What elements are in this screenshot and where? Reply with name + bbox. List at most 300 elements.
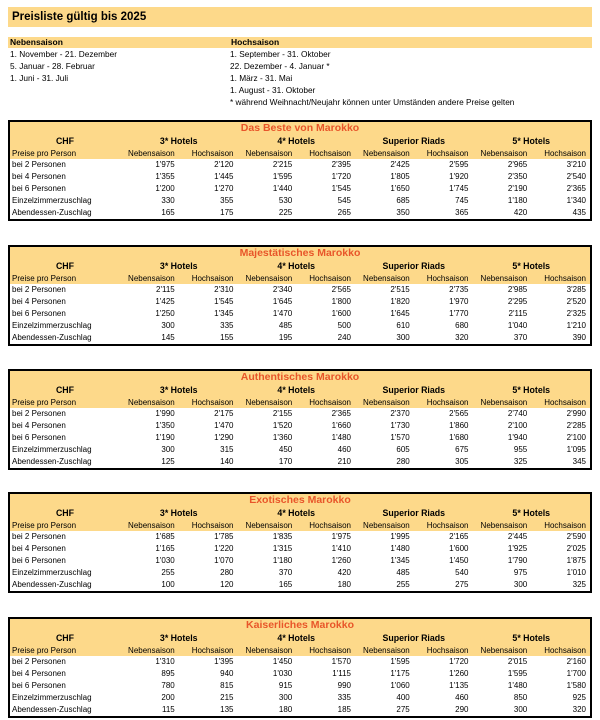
price-per-person-label: Preise pro Person bbox=[12, 149, 77, 158]
price-cell: 355 bbox=[220, 196, 234, 205]
price-cell: 1'970 bbox=[449, 297, 469, 306]
season-column-header: Nebensaison bbox=[363, 149, 410, 158]
price-cell: 2'100 bbox=[507, 421, 528, 430]
price-cell: 2'735 bbox=[449, 285, 469, 294]
row-label: bei 2 Personen bbox=[12, 409, 66, 418]
season-column-header: Hochsaison bbox=[191, 521, 234, 530]
price-cell: 530 bbox=[278, 196, 293, 205]
season-column-header: Nebensaison bbox=[480, 398, 528, 407]
price-cell: 2'595 bbox=[449, 160, 469, 169]
price-cell: 370 bbox=[513, 333, 528, 342]
hotel-category-header: 3* Hotels bbox=[159, 633, 198, 643]
price-cell: 1'480 bbox=[507, 681, 528, 690]
season-column-header: Hochsaison bbox=[426, 521, 469, 530]
price-cell: 1'920 bbox=[449, 172, 469, 181]
table-row bbox=[10, 543, 590, 555]
price-cell: 300 bbox=[161, 445, 175, 454]
price-table bbox=[8, 120, 592, 221]
season-column-header: Nebensaison bbox=[363, 398, 410, 407]
package-title: Authentisches Marokko bbox=[10, 371, 590, 384]
price-cell: 1'290 bbox=[214, 433, 234, 442]
price-cell: 1'340 bbox=[566, 196, 586, 205]
hotel-category-header: 5* Hotels bbox=[512, 261, 551, 271]
season-column-header: Nebensaison bbox=[480, 521, 528, 530]
price-cell: 2'395 bbox=[331, 160, 351, 169]
price-cell: 955 bbox=[513, 445, 528, 454]
price-cell: 1'010 bbox=[566, 568, 586, 577]
row-label: Einzelzimmerzuschlag bbox=[12, 321, 92, 330]
hotel-category-header: 4* Hotels bbox=[277, 136, 316, 146]
price-cell: 265 bbox=[337, 208, 351, 217]
hotel-category-header: 4* Hotels bbox=[277, 385, 316, 395]
price-cell: 1'700 bbox=[566, 669, 586, 678]
price-cell: 420 bbox=[513, 208, 528, 217]
hochsaison-heading: Hochsaison bbox=[229, 37, 592, 48]
season-column-header: Hochsaison bbox=[426, 274, 469, 283]
table-row bbox=[10, 555, 590, 567]
price-cell: 485 bbox=[396, 568, 410, 577]
season-column-header: Hochsaison bbox=[544, 398, 586, 407]
header-row-hotel-groups bbox=[10, 632, 590, 645]
table-row bbox=[10, 444, 590, 456]
price-cell: 1'925 bbox=[507, 544, 528, 553]
hotel-category-header: 5* Hotels bbox=[512, 385, 551, 395]
price-table bbox=[8, 492, 592, 593]
header-row-hotel-groups bbox=[10, 507, 590, 520]
price-cell: 2'190 bbox=[507, 184, 528, 193]
price-cell: 1'570 bbox=[390, 433, 410, 442]
price-cell: 1'040 bbox=[507, 321, 528, 330]
price-cell: 1'135 bbox=[449, 681, 469, 690]
price-cell: 1'785 bbox=[214, 532, 234, 541]
hotel-category-header: Superior Riads bbox=[382, 508, 446, 518]
price-cell: 1'975 bbox=[155, 160, 175, 169]
price-cell: 2'295 bbox=[507, 297, 528, 306]
table-row bbox=[10, 195, 590, 207]
row-label: bei 6 Personen bbox=[12, 681, 66, 690]
hotel-category-header: Superior Riads bbox=[382, 385, 446, 395]
row-label: Einzelzimmerzuschlag bbox=[12, 693, 92, 702]
price-cell: 2'115 bbox=[156, 285, 175, 294]
price-cell: 195 bbox=[278, 333, 293, 342]
price-cell: 185 bbox=[337, 705, 351, 714]
price-cell: 1'480 bbox=[331, 433, 351, 442]
price-cell: 1'260 bbox=[449, 669, 469, 678]
price-cell: 1'260 bbox=[331, 556, 351, 565]
price-cell: 1'770 bbox=[449, 309, 469, 318]
header-row-seasons bbox=[10, 148, 590, 159]
price-cell: 3'210 bbox=[566, 160, 586, 169]
price-cell: 2'540 bbox=[566, 172, 586, 181]
hotel-category-header: 5* Hotels bbox=[512, 508, 551, 518]
price-cell: 140 bbox=[220, 457, 234, 466]
hotel-category-header: 4* Hotels bbox=[277, 633, 316, 643]
nebensaison-date: 5. Januar - 28. Februar bbox=[10, 61, 95, 71]
table-row bbox=[10, 171, 590, 183]
table-row bbox=[10, 183, 590, 195]
price-cell: 2'425 bbox=[390, 160, 410, 169]
price-cell: 1'875 bbox=[566, 556, 586, 565]
price-cell: 1'355 bbox=[155, 172, 175, 181]
price-cell: 915 bbox=[278, 681, 293, 690]
table-row bbox=[10, 668, 590, 680]
price-cell: 2'340 bbox=[272, 285, 293, 294]
season-column-header: Hochsaison bbox=[191, 646, 234, 655]
price-cell: 240 bbox=[337, 333, 351, 342]
price-cell: 300 bbox=[396, 333, 410, 342]
row-label: Einzelzimmerzuschlag bbox=[12, 196, 92, 205]
table-row bbox=[10, 432, 590, 444]
price-cell: 135 bbox=[220, 705, 234, 714]
hotel-category-header: 3* Hotels bbox=[159, 508, 198, 518]
header-row-hotel-groups bbox=[10, 260, 590, 273]
row-label: bei 4 Personen bbox=[12, 297, 66, 306]
price-cell: 315 bbox=[220, 445, 234, 454]
price-cell: 2'590 bbox=[566, 532, 586, 541]
price-cell: 1'445 bbox=[214, 172, 234, 181]
price-cell: 2'520 bbox=[566, 297, 586, 306]
price-cell: 145 bbox=[161, 333, 175, 342]
price-cell: 175 bbox=[220, 208, 234, 217]
price-cell: 400 bbox=[396, 693, 410, 702]
row-label: bei 6 Personen bbox=[12, 433, 66, 442]
table-row bbox=[10, 531, 590, 543]
price-cell: 435 bbox=[572, 208, 586, 217]
nebensaison-dates bbox=[10, 48, 117, 84]
table-row bbox=[10, 296, 590, 308]
header-row-seasons bbox=[10, 397, 590, 408]
price-cell: 1'820 bbox=[390, 297, 410, 306]
price-per-person-label: Preise pro Person bbox=[12, 398, 77, 407]
season-column-header: Nebensaison bbox=[245, 646, 293, 655]
price-cell: 540 bbox=[455, 568, 469, 577]
price-cell: 325 bbox=[513, 457, 528, 466]
table-row bbox=[10, 567, 590, 579]
price-cell: 1'570 bbox=[331, 657, 351, 666]
price-cell: 1'220 bbox=[214, 544, 234, 553]
season-column-header: Nebensaison bbox=[245, 521, 293, 530]
hochsaison-date: 1. März - 31. Mai bbox=[230, 73, 293, 83]
page-title: Preisliste gültig bis 2025 bbox=[8, 7, 592, 27]
currency-label: CHF bbox=[55, 633, 75, 643]
price-cell: 1'115 bbox=[332, 669, 351, 678]
price-cell: 120 bbox=[220, 580, 234, 589]
hochsaison-date: 22. Dezember - 4. Januar * bbox=[230, 61, 330, 71]
nebensaison-heading: Nebensaison bbox=[8, 37, 230, 48]
table-row bbox=[10, 680, 590, 692]
price-cell: 1'180 bbox=[272, 556, 293, 565]
price-cell: 345 bbox=[572, 457, 586, 466]
row-label: bei 2 Personen bbox=[12, 657, 66, 666]
price-cell: 275 bbox=[396, 705, 410, 714]
price-cell: 1'270 bbox=[214, 184, 234, 193]
table-row bbox=[10, 207, 590, 219]
price-cell: 300 bbox=[278, 693, 293, 702]
currency-label: CHF bbox=[55, 136, 75, 146]
price-cell: 300 bbox=[161, 321, 175, 330]
package-title: Das Beste von Marokko bbox=[10, 122, 590, 135]
header-row-seasons bbox=[10, 520, 590, 531]
price-cell: 1'580 bbox=[566, 681, 586, 690]
price-cell: 850 bbox=[513, 693, 528, 702]
row-label: bei 4 Personen bbox=[12, 172, 66, 181]
price-per-person-label: Preise pro Person bbox=[12, 274, 77, 283]
row-label: bei 4 Personen bbox=[12, 421, 66, 430]
price-cell: 2'115 bbox=[508, 309, 528, 318]
price-cell: 1'545 bbox=[214, 297, 234, 306]
price-cell: 1'995 bbox=[390, 532, 410, 541]
price-cell: 1'805 bbox=[390, 172, 410, 181]
season-column-header: Hochsaison bbox=[309, 521, 351, 530]
price-cell: 1'350 bbox=[155, 421, 175, 430]
price-cell: 925 bbox=[572, 693, 586, 702]
row-label: bei 6 Personen bbox=[12, 309, 66, 318]
price-table bbox=[8, 245, 592, 346]
price-cell: 325 bbox=[572, 580, 586, 589]
price-cell: 1'990 bbox=[155, 409, 175, 418]
package-title: Exotisches Marokko bbox=[10, 494, 590, 507]
season-column-header: Hochsaison bbox=[426, 398, 469, 407]
season-column-header: Hochsaison bbox=[544, 274, 586, 283]
hotel-category-header: 3* Hotels bbox=[159, 385, 198, 395]
currency-label: CHF bbox=[55, 261, 75, 271]
price-cell: 895 bbox=[161, 669, 175, 678]
price-cell: 280 bbox=[220, 568, 234, 577]
price-cell: 2'285 bbox=[566, 421, 586, 430]
season-column-header: Nebensaison bbox=[245, 274, 293, 283]
season-column-header: Hochsaison bbox=[544, 149, 586, 158]
header-row-seasons bbox=[10, 273, 590, 284]
price-cell: 3'285 bbox=[566, 285, 586, 294]
price-cell: 2'015 bbox=[507, 657, 528, 666]
season-column-header: Nebensaison bbox=[363, 521, 410, 530]
price-cell: 330 bbox=[161, 196, 175, 205]
price-cell: 1'470 bbox=[214, 421, 234, 430]
price-cell: 335 bbox=[220, 321, 234, 330]
season-column-header: Hochsaison bbox=[191, 398, 234, 407]
price-cell: 685 bbox=[396, 196, 410, 205]
price-cell: 1'650 bbox=[390, 184, 410, 193]
nebensaison-date: 1. November - 21. Dezember bbox=[10, 49, 117, 59]
price-cell: 1'470 bbox=[272, 309, 293, 318]
price-cell: 1'595 bbox=[507, 669, 528, 678]
nebensaison-date: 1. Juni - 31. Juli bbox=[10, 73, 69, 83]
price-cell: 2'120 bbox=[214, 160, 234, 169]
price-cell: 975 bbox=[513, 568, 528, 577]
price-cell: 1'410 bbox=[331, 544, 351, 553]
price-cell: 165 bbox=[278, 580, 293, 589]
table-row bbox=[10, 159, 590, 171]
hotel-category-header: 3* Hotels bbox=[159, 261, 198, 271]
hotel-category-header: Superior Riads bbox=[382, 136, 446, 146]
price-cell: 1'175 bbox=[390, 669, 410, 678]
price-cell: 2'215 bbox=[272, 160, 293, 169]
price-cell: 605 bbox=[396, 445, 410, 454]
price-cell: 1'790 bbox=[507, 556, 528, 565]
price-cell: 460 bbox=[455, 693, 469, 702]
currency-label: CHF bbox=[55, 508, 75, 518]
price-cell: 210 bbox=[337, 457, 351, 466]
price-cell: 680 bbox=[455, 321, 469, 330]
hochsaison-dates bbox=[230, 48, 514, 108]
price-cell: 1'190 bbox=[155, 433, 175, 442]
price-cell: 1'315 bbox=[272, 544, 293, 553]
price-cell: 255 bbox=[396, 580, 410, 589]
table-row bbox=[10, 420, 590, 432]
price-cell: 1'520 bbox=[272, 421, 293, 430]
price-cell: 2'155 bbox=[272, 409, 293, 418]
price-cell: 2'165 bbox=[449, 532, 469, 541]
price-cell: 115 bbox=[161, 705, 175, 714]
price-cell: 2'370 bbox=[390, 409, 410, 418]
table-row bbox=[10, 692, 590, 704]
season-column-header: Hochsaison bbox=[191, 274, 234, 283]
price-cell: 1'165 bbox=[155, 544, 175, 553]
price-cell: 2'175 bbox=[214, 409, 234, 418]
price-cell: 1'200 bbox=[155, 184, 175, 193]
row-label: Einzelzimmerzuschlag bbox=[12, 568, 92, 577]
season-column-header: Hochsaison bbox=[426, 149, 469, 158]
season-column-header: Hochsaison bbox=[544, 521, 586, 530]
header-row-hotel-groups bbox=[10, 135, 590, 148]
price-cell: 100 bbox=[161, 580, 175, 589]
price-cell: 450 bbox=[278, 445, 293, 454]
price-cell: 1'450 bbox=[449, 556, 469, 565]
price-cell: 125 bbox=[161, 457, 175, 466]
price-cell: 1'800 bbox=[331, 297, 351, 306]
price-cell: 2'310 bbox=[214, 285, 234, 294]
season-column-header: Nebensaison bbox=[128, 398, 175, 407]
price-cell: 2'445 bbox=[507, 532, 528, 541]
price-cell: 1'835 bbox=[272, 532, 293, 541]
price-cell: 990 bbox=[337, 681, 351, 690]
season-column-header: Nebensaison bbox=[128, 274, 175, 283]
season-column-header: Hochsaison bbox=[426, 646, 469, 655]
season-column-header: Nebensaison bbox=[363, 274, 410, 283]
price-cell: 2'350 bbox=[507, 172, 528, 181]
price-cell: 320 bbox=[455, 333, 469, 342]
price-cell: 2'515 bbox=[390, 285, 410, 294]
price-cell: 1'975 bbox=[331, 532, 351, 541]
price-cell: 1'745 bbox=[449, 184, 469, 193]
season-column-header: Hochsaison bbox=[309, 274, 351, 283]
price-cell: 780 bbox=[161, 681, 175, 690]
price-cell: 2'740 bbox=[507, 409, 528, 418]
price-cell: 1'680 bbox=[449, 433, 469, 442]
price-cell: 300 bbox=[513, 705, 528, 714]
price-per-person-label: Preise pro Person bbox=[12, 646, 77, 655]
price-cell: 305 bbox=[455, 457, 469, 466]
season-column-header: Nebensaison bbox=[363, 646, 410, 655]
price-cell: 1'595 bbox=[272, 172, 293, 181]
season-column-header: Nebensaison bbox=[480, 274, 528, 283]
price-cell: 1'060 bbox=[390, 681, 410, 690]
price-cell: 225 bbox=[278, 208, 293, 217]
season-column-header: Hochsaison bbox=[309, 149, 351, 158]
hochsaison-date: 1. September - 31. Oktober bbox=[230, 49, 331, 59]
row-label: bei 2 Personen bbox=[12, 532, 66, 541]
price-cell: 460 bbox=[337, 445, 351, 454]
hotel-category-header: Superior Riads bbox=[382, 633, 446, 643]
season-column-header: Hochsaison bbox=[191, 149, 234, 158]
price-cell: 280 bbox=[396, 457, 410, 466]
price-cell: 365 bbox=[455, 208, 469, 217]
hochsaison-date: 1. August - 31. Oktober bbox=[230, 85, 316, 95]
price-cell: 1'425 bbox=[155, 297, 175, 306]
price-cell: 2'565 bbox=[449, 409, 469, 418]
price-cell: 675 bbox=[455, 445, 469, 454]
price-cell: 1'720 bbox=[331, 172, 351, 181]
price-cell: 1'645 bbox=[272, 297, 293, 306]
price-cell: 180 bbox=[278, 705, 293, 714]
price-cell: 420 bbox=[337, 568, 351, 577]
hotel-category-header: 3* Hotels bbox=[159, 136, 198, 146]
price-cell: 2'965 bbox=[507, 160, 528, 169]
price-cell: 1'345 bbox=[390, 556, 410, 565]
price-cell: 2'990 bbox=[566, 409, 586, 418]
price-cell: 1'440 bbox=[272, 184, 293, 193]
price-cell: 500 bbox=[337, 321, 351, 330]
row-label: bei 6 Personen bbox=[12, 556, 66, 565]
price-table bbox=[8, 617, 592, 718]
season-column-header: Nebensaison bbox=[128, 149, 175, 158]
price-cell: 1'030 bbox=[155, 556, 175, 565]
price-cell: 1'600 bbox=[331, 309, 351, 318]
season-column-header: Nebensaison bbox=[128, 521, 175, 530]
hotel-category-header: Superior Riads bbox=[382, 261, 446, 271]
price-cell: 1'360 bbox=[272, 433, 293, 442]
package-title: Majestätisches Marokko bbox=[10, 247, 590, 260]
season-column-header: Hochsaison bbox=[309, 398, 351, 407]
row-label: bei 6 Personen bbox=[12, 184, 66, 193]
price-cell: 2'100 bbox=[566, 433, 586, 442]
table-row bbox=[10, 656, 590, 668]
price-cell: 1'070 bbox=[214, 556, 234, 565]
price-cell: 2'985 bbox=[507, 285, 528, 294]
row-label: Abendessen-Zuschlag bbox=[12, 580, 92, 589]
season-column-header: Nebensaison bbox=[128, 646, 175, 655]
row-label: Abendessen-Zuschlag bbox=[12, 333, 92, 342]
price-cell: 290 bbox=[455, 705, 469, 714]
season-column-header: Nebensaison bbox=[245, 149, 293, 158]
price-cell: 335 bbox=[337, 693, 351, 702]
season-column-header: Hochsaison bbox=[544, 646, 586, 655]
price-cell: 2'325 bbox=[566, 309, 586, 318]
table-row bbox=[10, 284, 590, 296]
price-cell: 1'030 bbox=[272, 669, 293, 678]
price-cell: 815 bbox=[220, 681, 234, 690]
season-column-header: Nebensaison bbox=[480, 646, 528, 655]
row-label: Abendessen-Zuschlag bbox=[12, 457, 92, 466]
price-cell: 610 bbox=[396, 321, 410, 330]
table-row bbox=[10, 308, 590, 320]
price-cell: 1'660 bbox=[331, 421, 351, 430]
price-cell: 940 bbox=[220, 669, 234, 678]
price-cell: 370 bbox=[278, 568, 293, 577]
price-cell: 390 bbox=[572, 333, 586, 342]
price-cell: 1'860 bbox=[449, 421, 469, 430]
price-cell: 1'940 bbox=[507, 433, 528, 442]
price-cell: 1'210 bbox=[566, 321, 586, 330]
price-cell: 1'685 bbox=[155, 532, 175, 541]
season-column-header: Hochsaison bbox=[309, 646, 351, 655]
table-row bbox=[10, 408, 590, 420]
price-cell: 320 bbox=[572, 705, 586, 714]
holiday-footnote: * während Weihnacht/Neujahr können unter Umständen andere Preise gelten bbox=[230, 97, 515, 107]
row-label: bei 2 Personen bbox=[12, 285, 66, 294]
price-cell: 350 bbox=[396, 208, 410, 217]
price-table bbox=[8, 369, 592, 470]
